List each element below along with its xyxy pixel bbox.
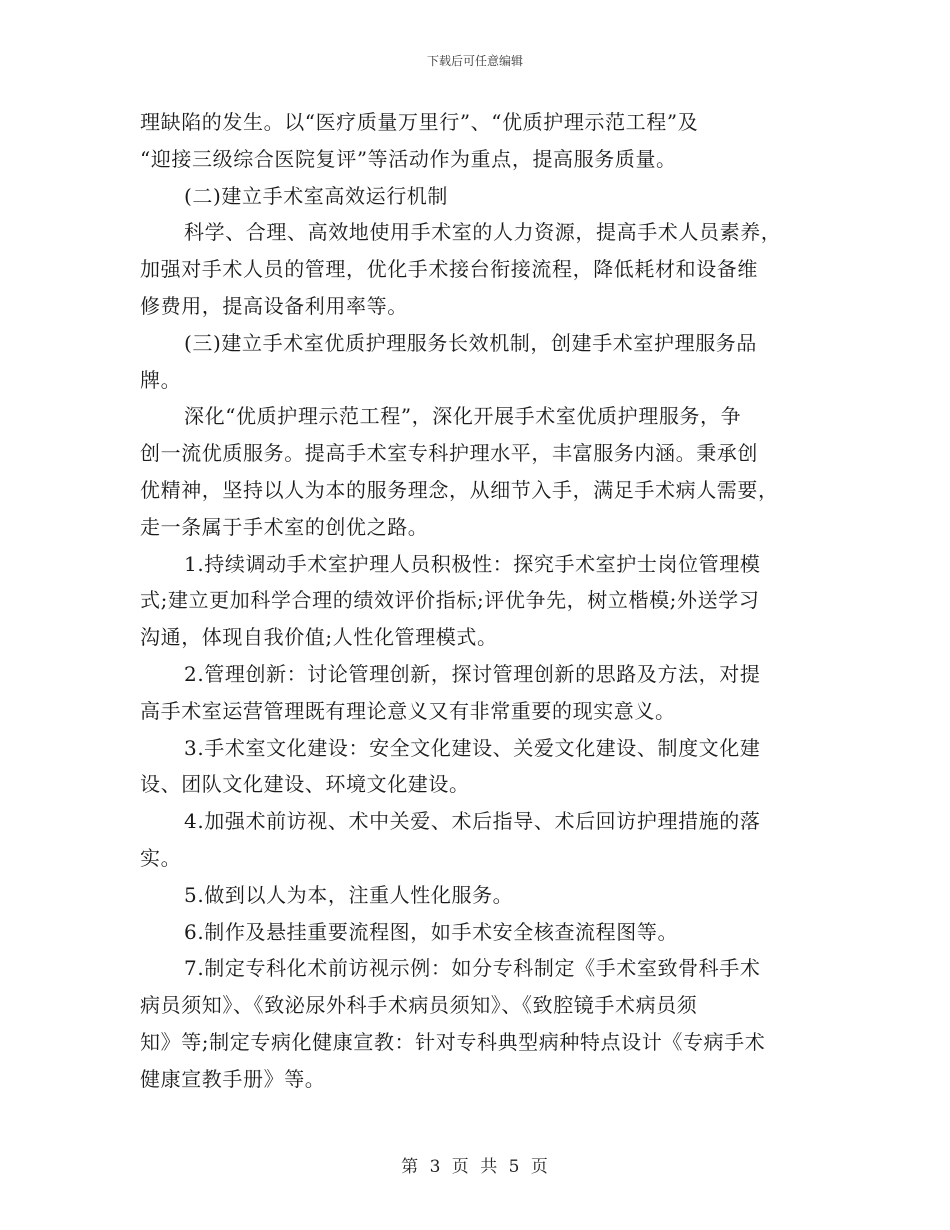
text-line: 3.手术室文化建设：安全文化建设、关爱文化建设、制度文化建: [184, 735, 761, 760]
text-line: 修费用，提高设备利用率等。: [140, 293, 408, 318]
footer-page-word: 页: [451, 1157, 470, 1177]
footer-prefix: 第: [401, 1157, 420, 1177]
document-body: [140, 104, 820, 1098]
text-line: (二)建立手术室高效运行机制: [184, 183, 449, 208]
header-note: 下载后可任意编辑: [426, 54, 523, 68]
footer-total-word: 共: [480, 1157, 499, 1177]
footer-suffix: 页: [530, 1157, 549, 1177]
text-line: 实。: [140, 845, 182, 870]
page-header: [0, 52, 950, 69]
text-line: 优精神，坚持以人为本的服务理念，从细节入手，满足手术病人需要，: [140, 477, 779, 502]
text-line: “迎接三级综合医院复评”等活动作为重点，提高服务质量。: [140, 146, 677, 171]
text-line: 创一流优质服务。提高手术室专科护理水平，丰富服务内涵。秉承创: [140, 441, 758, 466]
text-line: 病员须知》、《致泌尿外科手术病员须知》、《致腔镜手术病员须: [140, 993, 698, 1018]
text-line: (三)建立手术室优质护理服务长效机制，创建手术室护理服务品: [184, 330, 758, 355]
text-line: 走一条属于手术室的创优之路。: [140, 514, 429, 539]
text-line: 深化“优质护理示范工程”，深化开展手术室优质护理服务，争: [184, 404, 742, 429]
text-line: 科学、合理、高效地使用手术室的人力资源，提高手术人员素养，: [184, 220, 782, 245]
text-line: 知》等;制定专病化健康宣教：针对专科典型病种特点设计《专病手术: [140, 1029, 766, 1054]
text-line: 5.做到以人为本，注重人性化服务。: [184, 882, 514, 907]
footer-total-pages: 5: [508, 1157, 521, 1177]
text-line: 高手术室运营管理既有理论意义又有非常重要的现实意义。: [140, 698, 676, 723]
text-line: 1.持续调动手术室护理人员积极性：探究手术室护士岗位管理模: [184, 551, 761, 576]
text-line: 设、团队文化建设、环境文化建设。: [140, 772, 470, 797]
footer-current-page: 3: [429, 1157, 442, 1177]
text-line: 加强对手术人员的管理，优化手术接台衔接流程，降低耗材和设备维: [140, 257, 758, 282]
text-line: 式;建立更加科学合理的绩效评价指标;评优争先，树立楷模;外送学习: [140, 588, 760, 613]
text-line: 牌。: [140, 367, 182, 392]
text-line: 6.制作及悬挂重要流程图，如手术安全核查流程图等。: [184, 919, 679, 944]
text-line: 理缺陷的发生。以“医疗质量万里行”、“优质护理示范工程”及: [140, 110, 699, 134]
text-line: 7.制定专科化术前访视示例：如分专科制定《手术室致骨科手术: [184, 956, 761, 981]
text-line: 4.加强术前访视、术中关爱、术后指导、术后回访护理措施的落: [184, 809, 761, 834]
text-line: 沟通，体现自我价值;人性化管理模式。: [140, 625, 498, 650]
page-footer: [0, 1152, 950, 1177]
text-line: 2.管理创新：讨论管理创新，探讨管理创新的思路及方法，对提: [184, 661, 761, 686]
text-line: 健康宣教手册》等。: [140, 1066, 326, 1091]
